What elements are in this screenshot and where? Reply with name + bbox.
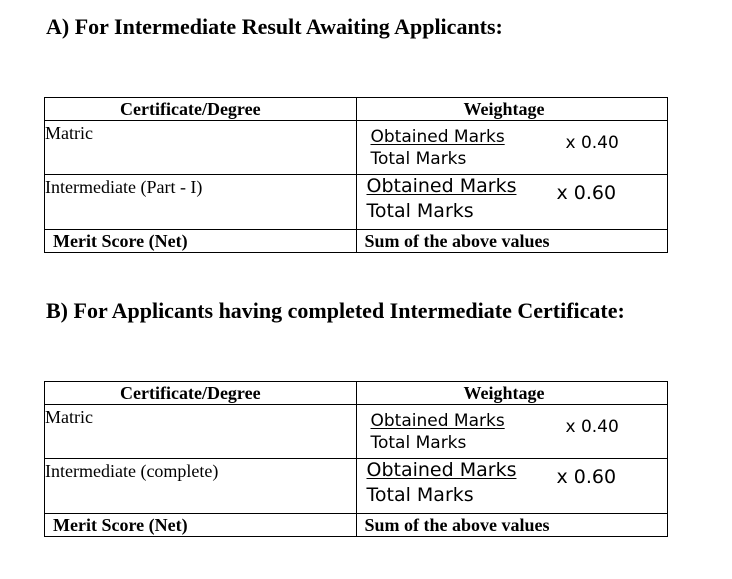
merit-score-value: Sum of the above values <box>356 230 668 253</box>
table-row <box>45 405 668 459</box>
formula-multiplier: x 0.60 <box>556 466 617 488</box>
certificate-cell: Matric <box>45 405 357 459</box>
header-weightage: Weightage <box>356 382 668 405</box>
certificate-cell: Matric <box>45 121 357 175</box>
table-row <box>45 121 668 175</box>
formula-denominator: Total Marks <box>366 200 474 222</box>
header-weightage: Weightage <box>356 98 668 121</box>
table-header-row <box>45 382 668 405</box>
weightage-cell <box>356 405 668 459</box>
formula-denominator: Total Marks <box>366 484 474 506</box>
merit-score-label: Merit Score (Net) <box>45 230 357 253</box>
formula-multiplier: x 0.60 <box>556 182 617 204</box>
weightage-formula <box>357 121 668 174</box>
merit-score-value: Sum of the above values <box>356 514 668 537</box>
section-b-heading: B) For Applicants having completed Intermediate Certificate: <box>46 298 625 323</box>
formula-numerator: Obtained Marks <box>366 459 517 481</box>
certificate-cell: Intermediate (Part - I) <box>45 175 357 230</box>
table-row <box>45 459 668 514</box>
merit-score-row <box>45 230 668 253</box>
formula-denominator: Total Marks <box>370 433 467 453</box>
weightage-table-a <box>44 97 668 253</box>
weightage-cell <box>356 121 668 175</box>
header-certificate: Certificate/Degree <box>45 98 357 121</box>
certificate-cell: Intermediate (complete) <box>45 459 357 514</box>
weightage-formula <box>357 405 668 458</box>
formula-denominator: Total Marks <box>370 149 467 169</box>
merit-score-row <box>45 514 668 537</box>
table-row <box>45 175 668 230</box>
weightage-cell <box>356 175 668 230</box>
formula-numerator: Obtained Marks <box>370 127 505 147</box>
table-header-row <box>45 98 668 121</box>
formula-numerator: Obtained Marks <box>366 175 517 197</box>
formula-multiplier: x 0.40 <box>565 417 619 437</box>
formula-multiplier: x 0.40 <box>565 133 619 153</box>
section-a-heading: A) For Intermediate Result Awaiting Applicants: <box>46 14 503 39</box>
header-certificate: Certificate/Degree <box>45 382 357 405</box>
formula-numerator: Obtained Marks <box>370 411 505 431</box>
weightage-table-b <box>44 381 668 537</box>
weightage-formula <box>357 459 668 513</box>
weightage-cell <box>356 459 668 514</box>
weightage-formula <box>357 175 668 229</box>
merit-score-label: Merit Score (Net) <box>45 514 357 537</box>
